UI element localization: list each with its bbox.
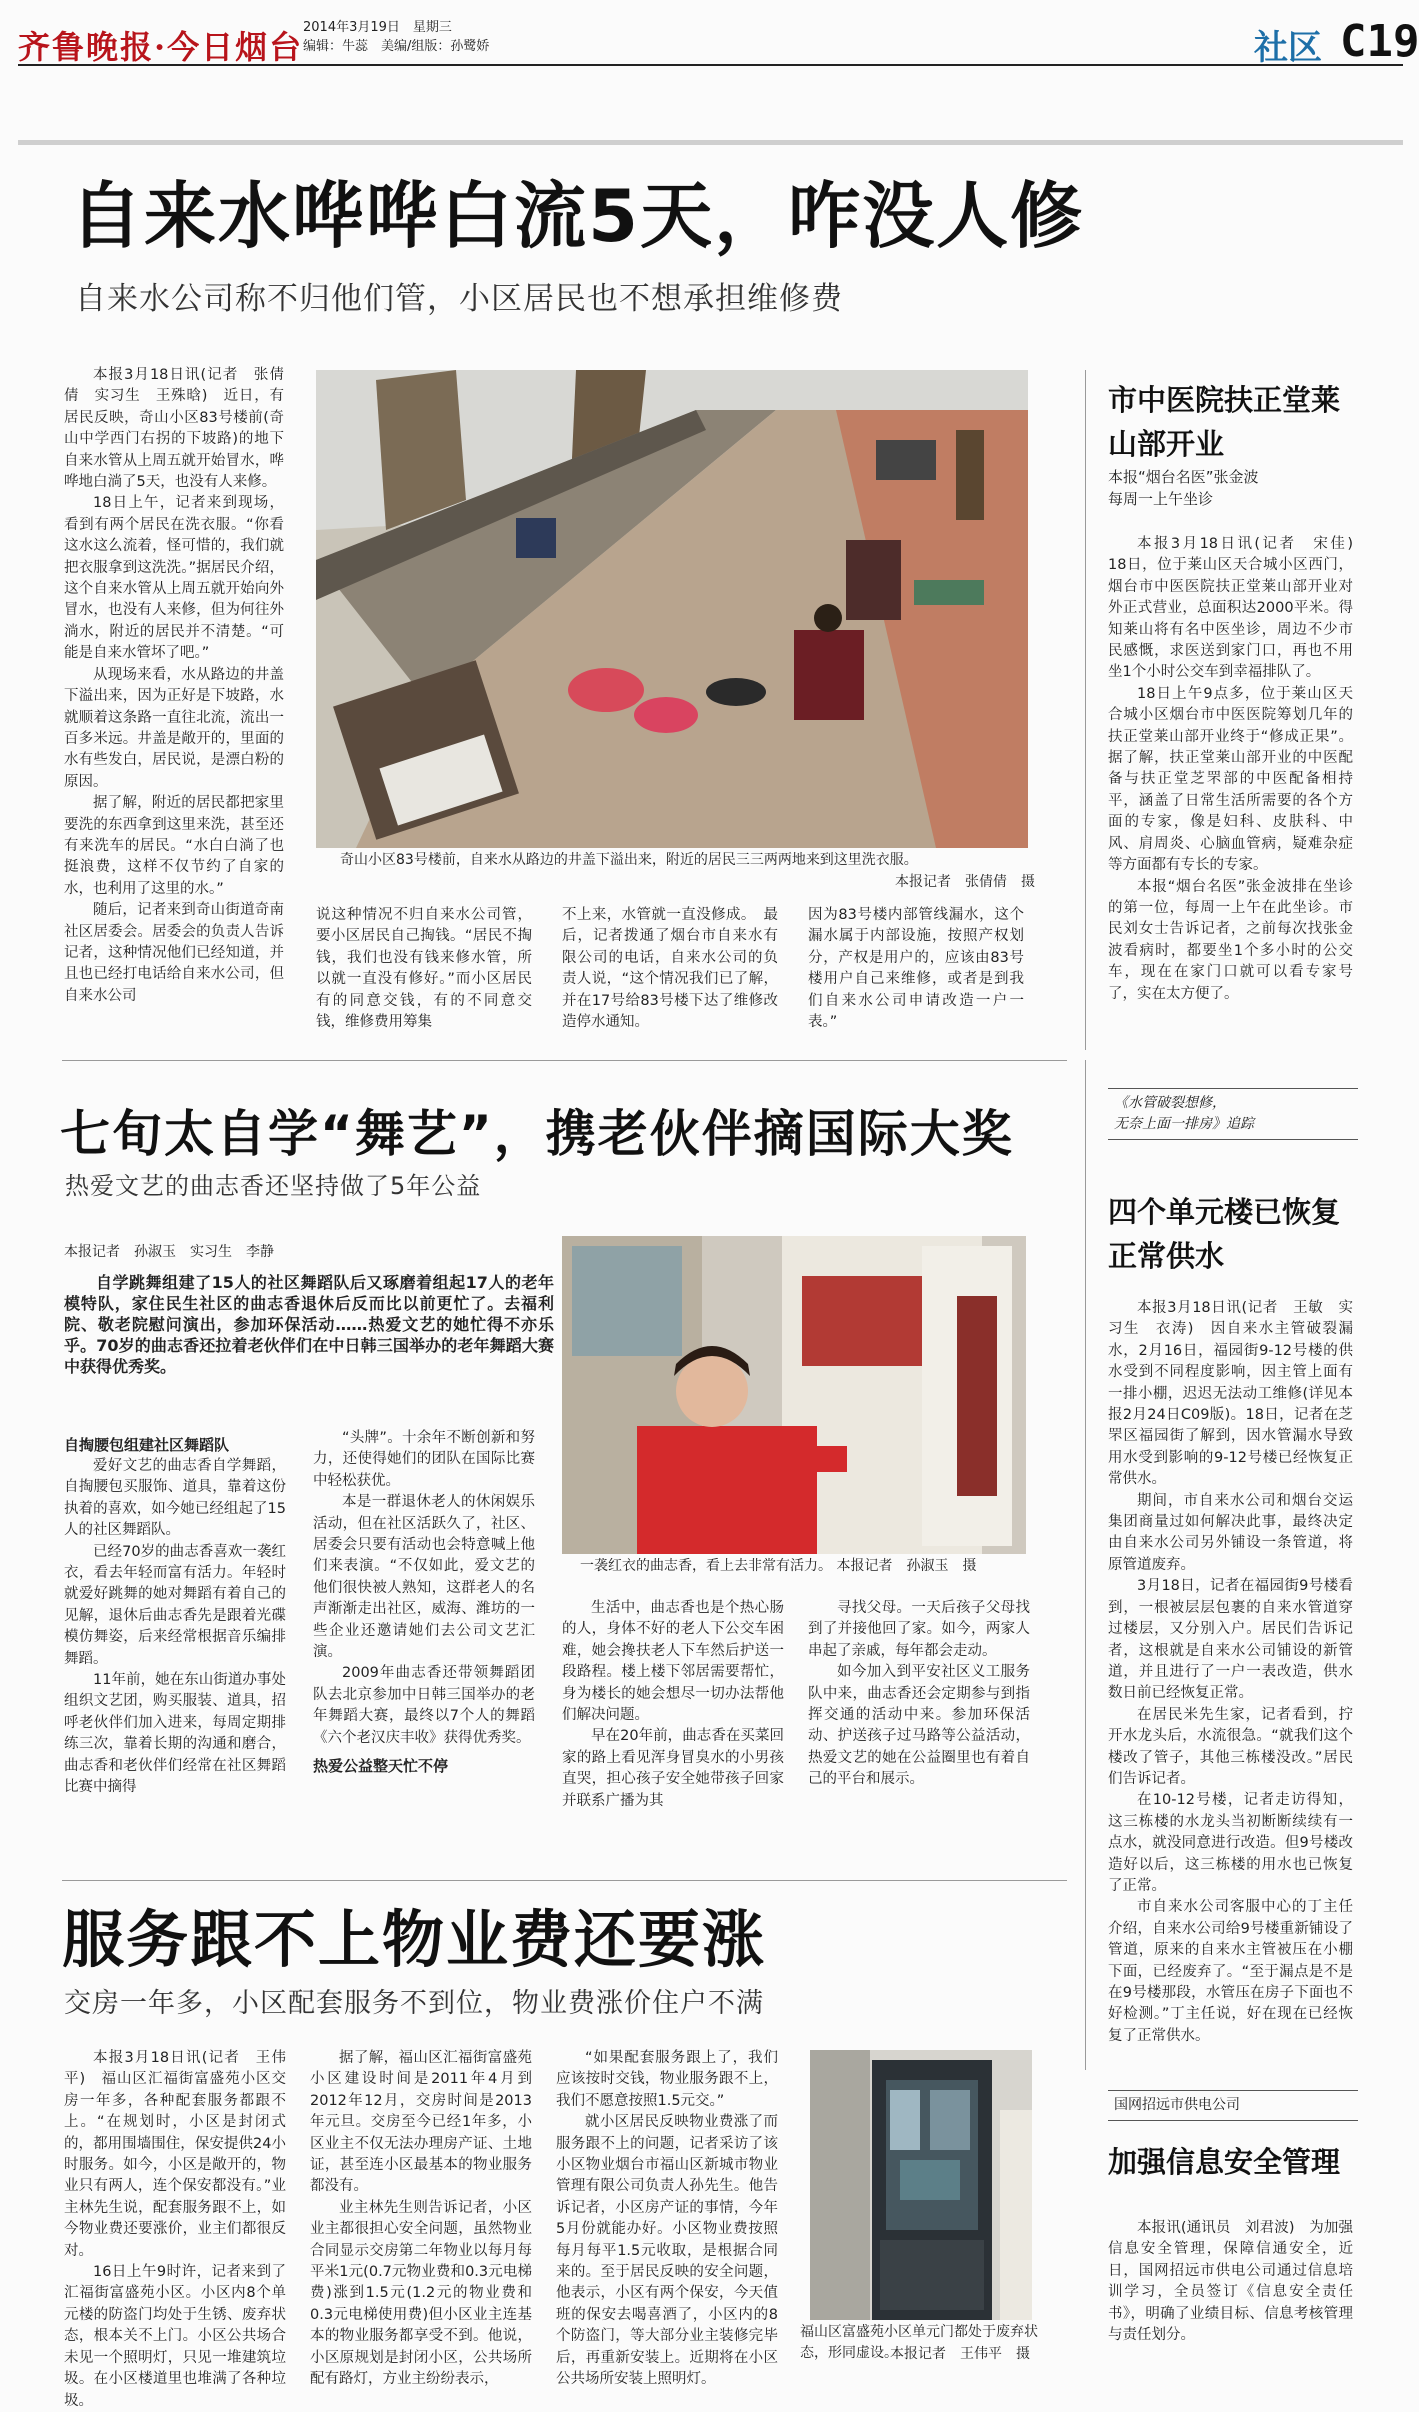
story2-caption-block bbox=[580, 1556, 1040, 1577]
issue-date: 2014年3月19日 星期三 bbox=[303, 20, 452, 35]
side3-headline: 加强信息安全管理 bbox=[1108, 2145, 1341, 2179]
paragraph: 期间，市自来水公司和烟台交运集团商量过如何解决此事，最终决定由自来水公司另外铺设一条管道，将原管道废弃。 bbox=[1108, 1492, 1353, 1573]
paragraph: 在10-12号楼，记者走访得知，这三栋楼的水龙头当初断断续续有一点水，就没同意进行改造。但9号楼改造好以后，这三栋楼的用水也已恢复了正常。 bbox=[1108, 1792, 1353, 1894]
newspaper-brand bbox=[18, 22, 303, 68]
paragraph: 寻找父母。一天后孩子父母找到了并接他回了家。如今，两家人串起了亲戚，每年都会走动。 bbox=[808, 1600, 1030, 1659]
story1-headline: 自来水哗哗白流5天，咋没人修 bbox=[70, 174, 1085, 258]
paragraph: 18日上午，记者来到现场，看到有两个居民在洗衣服。“你看这水这么流着，怪可惜的，我们就把衣服拿到这洗洗。”据居民介绍，这个自来水管从上周五就开始向外冒水，也没有人来修，但为何往外淌水，附近的居民并不清楚。“可能是自来水管坏了吧。” bbox=[64, 495, 284, 662]
story1-photo-credit: 本报记者 张倩倩 摄 bbox=[895, 874, 1035, 890]
paragraph: “如果配套服务跟上了，我们应该按时交钱，物业服务跟不上，我们不愿意按照1.5元交。” bbox=[556, 2050, 778, 2109]
paragraph: “头牌”。十余年不断创新和努力，还使得她们的团队在国际比赛中轻松获优。 bbox=[313, 1430, 535, 1489]
tag-line: 无奈上面一排房》追踪 bbox=[1114, 1116, 1254, 1132]
subheading: 自掏腰包组建社区舞蹈队 bbox=[64, 1436, 230, 1454]
paragraph: 市自来水公司客服中心的丁主任介绍，自来水公司给9号楼重新铺设了管道，原来的自来水主管被压在小棚下面，已经废弃了。“至于漏点是不是在9号楼那段，水管压在房子下面也不好检测。”丁主任说，好在现在已经恢复了正常供水。 bbox=[1108, 1899, 1353, 2044]
story3-caption: 福山区富盛苑小区单元门都处于废弃状态，形同虚设。 bbox=[800, 2324, 1038, 2361]
paragraph: 据了解，附近的居民都把家里要洗的东西拿到这里来洗，甚至还有来洗车的居民。“水白白淌了也挺浪费，这样不仅节约了自家的水，也利用了这里的水。” bbox=[64, 795, 284, 897]
story2-lead bbox=[64, 1272, 554, 1402]
story3-deck: 交房一年多，小区配套服务不到位，物业费涨价住户不满 bbox=[64, 1988, 764, 2019]
side1-body bbox=[1108, 534, 1368, 1034]
story2-byline bbox=[64, 1242, 364, 1266]
side1-deck bbox=[1108, 466, 1368, 510]
paragraph: 3月18日，记者在福园街9号楼看到，一根被层层包裹的自来水管道穿过楼层，又分别入户。居民们告诉记者，这根就是自来水公司铺设的新管道，并且进行了一户一表改造，供水数日前已经恢复正常。 bbox=[1108, 1578, 1353, 1702]
paragraph: 如今加入到平安社区义工服务队中来，曲志香还会定期参与到指挥交通的活动中来。参加环保活动、护送孩子过马路等公益活动，热爱文艺的她在公益圈里也有着自己的平台和展示。 bbox=[808, 1664, 1030, 1788]
dancer-portrait-image bbox=[562, 1236, 1026, 1554]
subheading: 热爱公益整天忙不停 bbox=[313, 1757, 449, 1776]
paragraph: 早在20年前，曲志香在买菜回家的路上看见浑身冒臭水的小男孩直哭，担心孩子安全她带孩子回家并联系广播为其 bbox=[562, 1728, 784, 1809]
story3-headline: 服务跟不上物业费还要涨 bbox=[62, 1903, 767, 1976]
issue-meta bbox=[303, 18, 489, 56]
paragraph: 已经70岁的曲志香喜欢一袭红衣，看去年轻而富有活力。年轻时就爱好跳舞的她对舞蹈有着自己的见解，退休后曲志香先是跟着光碟模仿舞姿，后来经常根据音乐编排舞蹈。 bbox=[64, 1543, 286, 1667]
column-divider bbox=[1085, 1060, 1086, 2070]
story1-deck: 自来水公司称不归他们管，小区居民也不想承担维修费 bbox=[75, 281, 843, 317]
story2-headline: 七旬太自学“舞艺”，携老伙伴摘国际大奖 bbox=[60, 1105, 1014, 1163]
paragraph: 据了解，福山区汇福街富盛苑小区建设时间是2011年4月到2012年12月，交房时间是2013年元旦。交房至今已经1年多，小区业主不仅无法办理房产证、土地证，甚至连小区最基本的物业服务都没有。 bbox=[310, 2050, 532, 2195]
story2-caption: 一袭红衣的曲志香，看上去非常有活力。 bbox=[580, 1558, 832, 1574]
paragraph: 就小区居民反映物业费涨了而服务跟不上的问题，记者采访了该小区物业烟台市福山区新城市物业管理有限公司负责人孙先生。他告诉记者，小区房产证的事情，今年5月份就能办好。小区物业费按照每月每平1.5元收取，是根据合同来的。至于居民反映的安全问题，他表示，小区有两个保安，今天值班的保安去喝喜酒了，小区内的8个防盗门，等大部分业主装修完毕后，再重新安装上。近期将在小区公共场所安装上照明灯。 bbox=[556, 2114, 778, 2388]
paragraph: 业主林先生则告诉记者，小区业主都很担心安全问题，虽然物业合同显示交房第二年物业以每月每平米1元(0.7元物业费和0.3元电梯费)涨到1.5元(1.2元的物业费和0.3元电梯使用费)但小区业主连基本的物业服务都享受不到。他说，小区原规划是封闭小区，公共场所配有路灯，方业主纷纷表示， bbox=[310, 2199, 532, 2388]
byline-text: 本报记者 孙淑玉 实习生 李静 bbox=[64, 1244, 274, 1260]
deck-line: 每周一上午坐诊 bbox=[1108, 490, 1214, 508]
tag-line: 《水管破裂想修， bbox=[1114, 1095, 1226, 1111]
story2-deck: 热爱文艺的曲志香还坚持做了5年公益 bbox=[65, 1172, 482, 1200]
paragraph: 本报讯(通讯员 刘君波) 为加强信息安全管理，保障信通安全，近日，国网招远市供电公司通过信息培训学习，全员签订《信息安全责任书》，明确了业绩目标、信息考核管理与责任划分。 bbox=[1108, 2220, 1353, 2344]
column-divider bbox=[1085, 370, 1086, 1050]
street-scene-image bbox=[316, 370, 1028, 848]
story2-photo-credit: 本报记者 孙淑玉 摄 bbox=[836, 1558, 977, 1574]
story2-column-1 bbox=[64, 1428, 286, 1868]
section-divider bbox=[62, 1060, 1067, 1061]
page-number: C19 bbox=[1340, 16, 1419, 67]
paragraph: 在居民米先生家，记者看到，拧开水龙头后，水流很急。“就我们这个楼改了管子，其他三栋楼没改。”居民们告诉记者。 bbox=[1108, 1706, 1353, 1787]
story2-photo bbox=[562, 1236, 1026, 1554]
paragraph: 爱好文艺的曲志香自学舞蹈，自掏腰包买服饰、道具，靠着这份执着的喜欢，如今她已经组起了15人的社区舞蹈队。 bbox=[64, 1458, 286, 1539]
story3-column-1 bbox=[64, 2048, 286, 2409]
story2-column-3 bbox=[562, 1598, 784, 1868]
header-divider bbox=[18, 140, 1403, 145]
side2-headline: 四个单元楼已恢复正常供水 bbox=[1108, 1195, 1341, 1273]
story1-photo bbox=[316, 370, 1028, 848]
story1-column-3 bbox=[562, 905, 778, 1035]
section-tag: 社区 bbox=[1254, 28, 1322, 68]
paragraph: 说这种情况不归自来水公司管，要小区居民自己掏钱。“居民不掏钱，我们也没有钱来修水管，所以就一直没有修好。”而小区居民有的同意交钱，有的不同意交钱，维修费用筹集 bbox=[316, 907, 532, 1031]
paragraph: 本是一群退休老人的休闲娱乐活动，但在社区活跃久了，社区、居委会只要有活动也会特意喊上他们来表演。“不仅如此，爱文艺的他们很快被人熟知，这群老人的名声渐渐走出社区，威海、潍坊的一些企业还邀请她们去公司文艺汇演。 bbox=[313, 1494, 535, 1661]
paragraph: 不上来，水管就一直没修成。 最后，记者拨通了烟台市自来水有限公司的电话，自来水公司的负责人说，“这个情况我们已了解，并在17号给83号楼下达了维修改造停水通知。 bbox=[562, 907, 778, 1031]
paragraph: 从现场来看，水从路边的井盖下溢出来，因为正好是下坡路，水就顺着这条路一直往北流，流出一百多米远。井盖是敞开的，里面的水有些发白，居民说，是漂白粉的原因。 bbox=[64, 666, 284, 790]
broken-door-image bbox=[810, 2050, 1032, 2320]
brand-name: 齐鲁晚报 bbox=[18, 28, 155, 66]
paragraph: 11年前，她在东山街道办事处组织文艺团，购买服装、道具，招呼老伙伴们加入进来，每周定期排练三次，靠着长期的沟通和磨合，曲志香和老伙伴们经常在社区舞蹈比赛中摘得 bbox=[64, 1672, 286, 1796]
paragraph: 因为83号楼内部管线漏水，这个漏水属于内部设施，按照产权划分，产权是用户的，应该由83号楼用户自己来维修，或者是到我们自来水公司申请改造一户一表。” bbox=[808, 907, 1024, 1031]
story2-column-4 bbox=[808, 1598, 1030, 1868]
paragraph: 16日上午9时许，记者来到了汇福街富盛苑小区。小区内8个单元楼的防盗门均处于生锈、废弃状态，根本关不上门。小区公共场合未见一个照明灯，只见一堆建筑垃圾。在小区楼道里也堆满了各种垃圾。 bbox=[64, 2264, 286, 2409]
story3-column-3 bbox=[556, 2048, 778, 2388]
story1-column-1 bbox=[64, 365, 284, 1035]
paragraph: 2009年曲志香还带领舞蹈团队去北京参加中日韩三国举办的老年舞蹈大赛，最终以7个人的舞蹈《六个老汉庆丰收》获得优秀奖。 bbox=[313, 1665, 535, 1746]
paragraph: 本报3月18日讯(记者 王伟平) 福山区汇福街富盛苑小区交房一年多，各种配套服务都跟不上。“在规划时，小区是封闭式的，都用围墙围住，保安提供24小时服务。如今，小区是敞开的，物业只有两人，连个保安都没有。”业主林先生说，配套服务跟不上，如今物业费还要涨价，业主们都很反对。 bbox=[64, 2050, 286, 2259]
side2-body bbox=[1108, 1298, 1353, 2058]
section-divider bbox=[62, 1880, 1067, 1881]
deck-line: 本报“烟台名医”张金波 bbox=[1108, 468, 1259, 486]
paragraph: 本报3月18日讯(记者 宋佳) 18日，位于莱山区天合城小区西门，烟台市中医医院扶正堂莱山部开业对外正式营业，总面积达2000平米。得知莱山将有名中医坐诊，周边不少市民感慨，求医送到家门口，再也不用坐1个小时公交车到幸福排队了。 bbox=[1108, 536, 1368, 681]
story1-caption: 奇山小区83号楼前，自来水从路边的井盖下溢出来，附近的居民三三两两地来到这里洗衣服。 bbox=[340, 852, 918, 868]
story3-column-2 bbox=[310, 2048, 532, 2388]
side1-headline: 市中医院扶正堂莱山部开业 bbox=[1108, 383, 1341, 461]
story1-column-2 bbox=[316, 905, 532, 1035]
story2-column-2 bbox=[313, 1428, 535, 1868]
lead-paragraph: 自学跳舞组建了15人的社区舞蹈队后又琢磨着组起17人的老年模特队，家住民生社区的曲志香退休后反而比以前更忙了。去福利院、敬老院慰问演出，参加环保活动……热爱文艺的她忙得不亦乐乎。70岁的曲志香还拉着老伙伴们在中日韩三国举办的老年舞蹈大赛中获得优秀奖。 bbox=[64, 1273, 554, 1376]
paragraph: 18日上午9点多，位于莱山区天合城小区烟台市中医医院筹划几年的扶正堂莱山部开业终于“修成正果”。据了解，扶正堂莱山部开业的中医配备与扶正堂芝罘部的中医配备相持平，涵盖了日常生活所需要的各个方面的专家，像是妇科、皮肤科、中风、肩周炎、心脑血管病，疑难杂症等方面都有专长的专家。 bbox=[1108, 685, 1353, 874]
paragraph: 随后，记者来到奇山街道奇南社区居委会。居委会的负责人告诉记者，这种情况他们已经知道，并且也已经打电话给自来水公司，但自来水公司 bbox=[64, 902, 284, 1004]
story1-column-4 bbox=[808, 905, 1024, 1035]
editors-line: 编辑：牛蕊 美编/组版：孙鹭娇 bbox=[303, 39, 490, 54]
paragraph: 本报3月18日讯(记者 王敏 实习生 衣涛) 因自来水主管破裂漏水，2月16日，福园街9-12号楼的供水受到不同程度影响，因主管上面有一排小棚，迟迟无法动工维修(详见本报2月24日C09版)。18日，记者在芝罘区福园街了解到，因水管漏水导致用水受到影响的9-12号楼已经恢复正常供水。 bbox=[1108, 1300, 1353, 1488]
side3-source-tag: 国网招远市供电公司 bbox=[1108, 2090, 1358, 2121]
side3-body bbox=[1108, 2218, 1353, 2368]
side2-followup-tag bbox=[1108, 1088, 1358, 1140]
story3-photo bbox=[810, 2050, 1032, 2320]
brand-section: ·今日烟台 bbox=[154, 28, 304, 66]
masthead bbox=[18, 14, 1419, 68]
paragraph: 生活中，曲志香也是个热心肠的人，身体不好的老人下公交车困难，她会搀扶老人下车然后护送一段路程。楼上楼下邻居需要帮忙，身为楼长的她会想尽一切办法帮他们解决问题。 bbox=[562, 1600, 784, 1724]
paragraph: 本报“烟台名医”张金波排在坐诊的第一位，每周一上午在此坐诊。市民刘女士告诉记者，之前每次找张金波看病时，都要坐1个多小时的公交车，现在在家门口就可以看专家号了，实在太方便了。 bbox=[1108, 878, 1353, 1002]
paragraph: 本报3月18日讯(记者 张倩倩 实习生 王殊晗) 近日，有居民反映，奇山小区83号楼前(奇山中学西门右拐的下坡路)的地下自来水管从上周五就开始冒水，哗哗地白淌了5天，也没有人来修。 bbox=[64, 367, 284, 491]
story3-photo-credit: 本报记者 王伟平 摄 bbox=[890, 2346, 1030, 2362]
